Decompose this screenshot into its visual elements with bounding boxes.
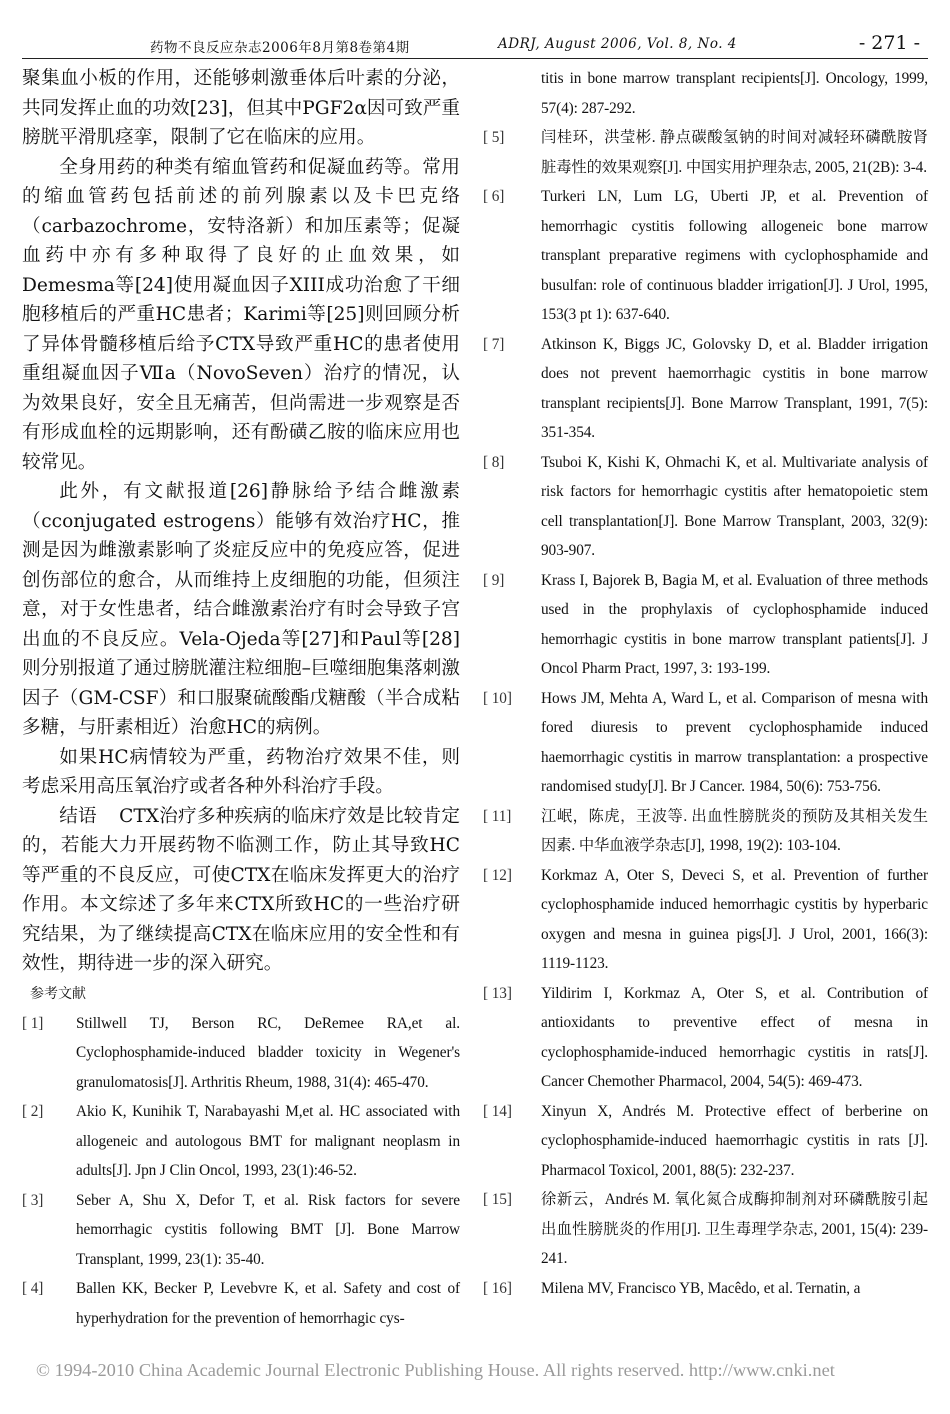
reference-number: [ 2] xyxy=(22,1103,44,1120)
reference-number: [ 3] xyxy=(22,1191,44,1209)
reference-number: [ 6] xyxy=(483,188,505,205)
page-number: - 271 - xyxy=(858,32,920,54)
reference-item xyxy=(483,802,928,861)
reference-item xyxy=(483,448,928,566)
left-column xyxy=(22,64,460,1333)
right-column xyxy=(483,64,928,1303)
reference-text: 徐新云，Andrés M. 氧化氮合成酶抑制剂对环磷酰胺引起出血性膀胱炎的作用[J]. 卫生毒理学杂志, 2001, 15(4): 239-241. xyxy=(541,1191,928,1267)
reference-item xyxy=(483,684,928,802)
conclusion-title: 结语 xyxy=(59,805,97,827)
page-header xyxy=(0,30,950,60)
reference-number: [ 10] xyxy=(483,689,512,707)
reference-number: [ 5] xyxy=(483,129,505,146)
reference-number: [ 11] xyxy=(483,807,512,825)
reference-item xyxy=(483,1274,928,1304)
reference-text: Tsuboi K, Kishi K, Ohmachi K, et al. Multivariate analysis of risk factors for hemorrhagic cystitis after hematopoietic stem cell transplantation[J]. Bone Marrow Transplant, 2003, 32(9): 903-907. xyxy=(541,453,928,559)
journal-title-en: ADRJ, August 2006, Vol. 8, No. 4 xyxy=(498,36,737,52)
reference-item xyxy=(483,979,928,1097)
reference-number: [ 4] xyxy=(22,1280,44,1297)
reference-text: Hows JM, Mehta A, Ward L, et al. Comparison of mesna with fored diuresis to prevent cyclophosphamide induced haemorrhagic cystitis in marrow transplantation: a prospective randomised study[J]. Br J Cancer. 1984, 50(6): 753-756. xyxy=(541,689,928,795)
reference-item xyxy=(22,1274,460,1333)
reference-text: Ballen KK, Becker P, Levebvre K, et al. Safety and cost of hyperhydration for the prevention of hemorrhagic cys- xyxy=(76,1280,460,1327)
reference-text: Seber A, Shu X, Defor T, et al. Risk factors for severe hemorrhagic cystitis following BMT [J]. Bone Marrow Transplant, 1999, 23(1): 35-40. xyxy=(76,1191,460,1268)
reference-text: Akio K, Kunihik T, Narabayashi M,et al. HC associated with allogeneic and autologous BMT for malignant neoplasm in adults[J]. Jpn J Clin Oncol, 1993, 23(1):46-52. xyxy=(76,1103,460,1179)
reference-item xyxy=(483,123,928,182)
reference-number: [ 8] xyxy=(483,453,505,471)
body-paragraph: 全身用药的种类有缩血管药和促凝血药等。常用的缩血管药包括前述的前列腺素以及卡巴克络（carbazochrome，安特洛新）和加压素等；促凝血药中亦有多种取得了良好的止血效果，如Demesma等[24]使用凝血因子XIII成功治愈了干细胞移植后的严重HC患者；Karimi等[25]则回顾分析了异体骨髓移植后给予CTX导致严重HC的患者使用重组凝血因子Ⅶa（NovoSeven）治疗的情况，认为效果良好，安全且无痛苦，但尚需进一步观察是否有形成血栓的远期影响，还有酚磺乙胺的临床应用也较常见。 xyxy=(22,156,460,473)
reference-item xyxy=(483,1185,928,1274)
reference-item xyxy=(22,1097,460,1186)
reference-text: Krass I, Bajorek B, Bagia M, et al. Evaluation of three methods used in the prophylaxis of cyclophosphamide induced hemorrhagic cystitis in bone marrow transplant patients[J]. J Oncol Pharm Pract, 1997, 3: 193-199. xyxy=(541,571,928,677)
reference-text: 江岷，陈虎，王波等. 出血性膀胱炎的预防及其相关发生因素. 中华血液学杂志[J], 1998, 19(2): 103-104. xyxy=(541,807,928,854)
body-paragraph: 如果HC病情较为严重，药物治疗效果不佳，则考虑采用高压氧治疗或者各种外科治疗手段。 xyxy=(22,746,460,797)
reference-item xyxy=(483,182,928,330)
conclusion-paragraph xyxy=(22,802,460,979)
reference-text: Stillwell TJ, Berson RC, DeRemee RA,et al. Cyclophosphamide-induced bladder toxicity in Wegener's granulomatosis[J]. Arthritis Rheum, 1988, 31(4): 465-470. xyxy=(76,1014,460,1091)
reference-item xyxy=(483,1097,928,1186)
body-paragraph: 此外，有文献报道[26]静脉给予结合雌激素（cconjugated estrogens）能够有效治疗HC，推测是因为雌激素影响了炎症反应中的免疫应答，促进创伤部位的愈合，从而维持上皮细胞的功能，但须注意，对于女性患者，结合雌激素治疗有时会导致子宫出血的不良反应。Vela-Ojeda等[27]和Paul等[28]则分别报道了通过膀胱灌注粒细胞–巨噬细胞集落刺激因子（GM-CSF）和口服聚硫酸酯戊糖酸（半合成粘多糖，与肝素相近）治愈HC的病例。 xyxy=(22,481,460,738)
reference-item xyxy=(22,1009,460,1098)
reference-text: Xinyun X, Andrés M. Protective effect of berberine on cyclophosphamide-induced haemorrhagic cystitis in rats [J]. Pharmacol Toxicol, 2001, 88(5): 232-237. xyxy=(541,1102,928,1179)
reference-number: [ 16] xyxy=(483,1279,512,1297)
page-footer xyxy=(0,1356,950,1386)
reference-item xyxy=(22,1186,460,1275)
reference-item xyxy=(483,330,928,448)
reference-number: [ 14] xyxy=(483,1102,512,1120)
references-left-list xyxy=(22,1009,460,1334)
reference-text: Turkeri LN, Lum LG, Uberti JP, et al. Prevention of hemorrhagic cystitis following allogeneic bone marrow transplant preparative regimens with cyclophosphamide and busulfan: role of continuous bladder irrigation[J]. J Urol, 1995, 153(3 pt 1): 637-640. xyxy=(541,188,928,323)
reference-number: [ 1] xyxy=(22,1014,44,1032)
body-paragraph: 聚集血小板的作用，还能够刺激垂体后叶素的分泌，共同发挥止血的功效[23]，但其中PGF2α因可致严重膀胱平滑肌痉挛，限制了它在临床的应用。 xyxy=(22,68,460,148)
reference-text: Korkmaz A, Oter S, Deveci S, et al. Prevention of further cyclophosphamide induced hemorrhagic cystitis by hyperbaric oxygen and mesna in guinea pigs[J]. J Urol, 2001, 166(3): 1119-1123. xyxy=(541,866,928,972)
journal-title-cn: 药物不良反应杂志2006年8月第8卷第4期 xyxy=(150,40,410,56)
reference-text: Yildirim I, Korkmaz A, Oter S, et al. Contribution of antioxidants to preventive effect of mesna in cyclophosphamide-induced hemorrhagic cystitis in rats[J]. Cancer Chemother Pharmacol, 2004, 54(5): 469-473. xyxy=(541,984,928,1090)
reference-text: 闫桂环，洪莹彬. 静点碳酸氢钠的时间对减轻环磷酰胺肾脏毒性的效果观察[J]. 中国实用护理杂志, 2005, 21(2B): 3-4. xyxy=(541,129,928,176)
reference-number: [ 9] xyxy=(483,571,505,589)
reference-number: [ 13] xyxy=(483,984,512,1002)
header-rule xyxy=(22,58,928,59)
reference-text: titis in bone marrow transplant recipients[J]. Oncology, 1999, 57(4): 287-292. xyxy=(541,70,928,117)
reference-item xyxy=(483,566,928,684)
reference-number: [ 15] xyxy=(483,1191,512,1208)
reference-text: Atkinson K, Biggs JC, Golovsky D, et al. Bladder irrigation does not prevent haemorrhagic cystitis in bone marrow transplant recipients[J]. Bone Marrow Transplant, 1991, 7(5): 351-354. xyxy=(541,335,928,441)
reference-text: Milena MV, Francisco YB, Macêdo, et al. Ternatin, a xyxy=(541,1279,861,1297)
reference-number: [ 7] xyxy=(483,335,505,353)
conclusion-text: CTX治疗多种疾病的临床疗效是比较肯定的，若能大力开展药物不临测工作，防止其导致HC等严重的不良反应，可使CTX在临床发挥更大的治疗作用。本文综述了多年来CTX所致HC的一些治疗研究结果，为了继续提高CTX在临床应用的安全性和有效性，期待进一步的深入研究。 xyxy=(22,805,460,974)
reference-number: [ 12] xyxy=(483,866,512,884)
reference-item xyxy=(483,861,928,979)
reference-continuation xyxy=(483,64,928,123)
references-heading: 参考文献 xyxy=(30,985,86,1002)
copyright-notice: © 1994-2010 China Academic Journal Electronic Publishing House. All rights reserved. http://www.cnki.net xyxy=(36,1360,835,1380)
